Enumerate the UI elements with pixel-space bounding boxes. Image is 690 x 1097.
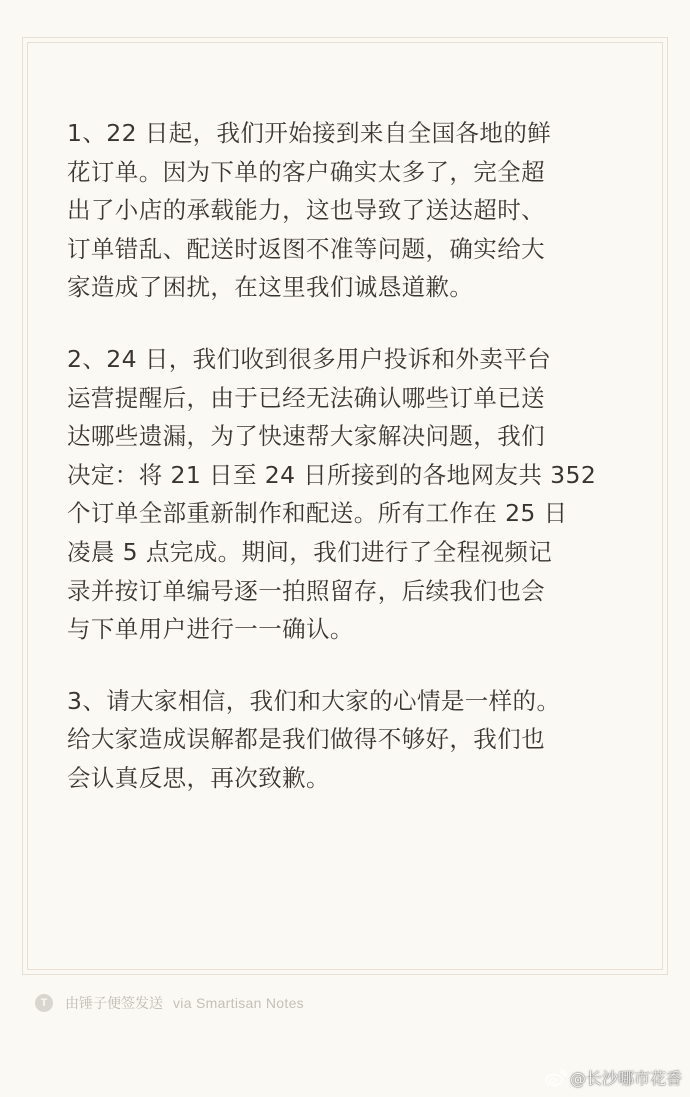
via-smartisan-notes-label: via Smartisan Notes: [173, 995, 304, 1011]
paragraph-line: 达哪些遗漏，为了快速帮大家解决问题，我们: [67, 422, 545, 451]
weibo-icon: [545, 1069, 567, 1087]
paragraph-line: 与下单用户进行一一确认。: [67, 615, 354, 644]
paragraph-line: 决定：将 21 日至 24 日所接到的各地网友共 352: [67, 460, 597, 489]
note-content: [67, 114, 639, 831]
paragraph-2: [67, 340, 639, 649]
watermark-text: @长沙哪市花香: [569, 1069, 682, 1088]
paragraph-line: 花订单。因为下单的客户确实太多了，完全超: [67, 157, 545, 186]
paragraph-line: 3、请大家相信，我们和大家的心情是一样的。: [67, 686, 561, 715]
paragraph-line: 给大家造成误解都是我们做得不够好，我们也: [67, 725, 545, 754]
paragraph-3: [67, 682, 639, 798]
paragraph-line: 个订单全部重新制作和配送。所有工作在 25 日: [67, 499, 568, 528]
paragraph-line: 家造成了困扰，在这里我们诚恳道歉。: [67, 273, 474, 302]
paragraph-line: 会认真反思，再次致歉。: [67, 763, 330, 792]
paragraph-line: 出了小店的承载能力，这也导致了送达超时、: [67, 196, 545, 225]
paragraph-line: 2、24 日，我们收到很多用户投诉和外卖平台: [67, 344, 552, 373]
paragraph-line: 录并按订单编号逐一拍照留存，后续我们也会: [67, 576, 545, 605]
sent-via-label: 由锤子便签发送: [65, 996, 163, 1012]
paragraph-line: 订单错乱、配送时返图不准等问题，确实给大: [67, 234, 545, 263]
paragraph-line: 1、22 日起，我们开始接到来自全国各地的鲜: [67, 119, 552, 147]
paragraph-line: 凌晨 5 点完成。期间，我们进行了全程视频记: [67, 537, 553, 566]
paragraph-1: [67, 114, 639, 307]
paragraph-line: 运营提醒后，由于已经无法确认哪些订单已送: [67, 383, 545, 412]
smartisan-t-icon: T: [35, 994, 53, 1012]
note-footer: [35, 992, 304, 1014]
weibo-watermark: [545, 1066, 682, 1089]
